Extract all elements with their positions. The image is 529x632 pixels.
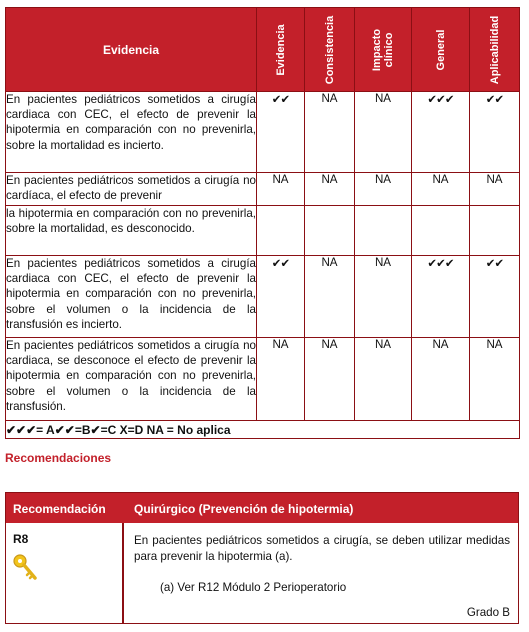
cell-value: NA xyxy=(355,92,412,173)
cell-value: NA xyxy=(355,173,412,206)
cell-value: ✔✔ xyxy=(257,92,305,173)
cell-value: NA xyxy=(412,338,470,421)
header-col-impacto: Impacto clínico xyxy=(371,28,395,71)
legend-row xyxy=(6,421,520,439)
cell-value: NA xyxy=(305,256,355,338)
cell-value: ✔✔ xyxy=(470,256,520,338)
recommendation-note: (a) Ver R12 Módulo 2 Perioperatorio xyxy=(160,581,347,594)
table-row xyxy=(6,256,520,338)
recommendation-grade: Grado B xyxy=(466,606,510,619)
recommendation-body xyxy=(6,523,518,623)
cell-value xyxy=(257,206,305,256)
recommendation-category: Quirúrgico (Prevención de hipotermia) xyxy=(134,502,354,516)
cell-value: ✔✔ xyxy=(470,92,520,173)
table-row xyxy=(6,92,520,173)
cell-value: NA xyxy=(305,92,355,173)
cell-value xyxy=(470,206,520,256)
cell-value: NA xyxy=(470,338,520,421)
cell-value: NA xyxy=(355,338,412,421)
row-text: En pacientes pediátricos sometidos a cirugía no cardíaca, el efecto de prevenir xyxy=(6,173,257,206)
row-text: En pacientes pediátricos sometidos a cirugía no cardiaca, se desconoce el efecto de prevenir la hipotermia en comparación con no prevenirla, sobre el volumen o la incidencia de la transfusión. xyxy=(6,338,257,421)
cell-value: NA xyxy=(305,338,355,421)
recommendation-header-label: Recomendación xyxy=(13,502,106,516)
recommendation-text: En pacientes pediátricos sometidos a cirugía, se deben utilizar medidas para prevenir la hipotermia (a). xyxy=(134,534,510,563)
header-col-consistencia: Consistencia xyxy=(323,15,336,84)
row-text: En pacientes pediátricos sometidos a cirugía cardiaca con CEC, el efecto de prevenir la hipotermia en comparación con no prevenirla, sobre la mortalidad es incierto. xyxy=(6,92,257,173)
table-row xyxy=(6,338,520,421)
cell-value xyxy=(355,206,412,256)
table-row xyxy=(6,206,520,256)
header-col-general: General xyxy=(434,29,447,70)
cell-value: NA xyxy=(355,256,412,338)
header-evidencia: Evidencia xyxy=(6,8,257,92)
cell-value: NA xyxy=(470,173,520,206)
cell-value: ✔✔ xyxy=(257,256,305,338)
cell-value xyxy=(305,206,355,256)
row-text: la hipotermia en comparación con no prevenirla, sobre la mortalidad, es desconocido. xyxy=(6,206,257,256)
table-row xyxy=(6,173,520,206)
cell-value: NA xyxy=(305,173,355,206)
recommendation-header xyxy=(6,493,518,523)
cell-value: NA xyxy=(257,338,305,421)
evidence-table xyxy=(5,7,520,439)
legend: ✔✔✔= A✔✔=B✔=C X=D NA = No aplica xyxy=(6,421,520,439)
row-text: En pacientes pediátricos sometidos a cirugía cardiaca con CEC, el efecto de prevenir la hipotermia en comparación con no prevenirla, sobre el volumen o la incidencia de la transfusión es incierto. xyxy=(6,256,257,338)
header-col-aplicabilidad: Aplicabilidad xyxy=(488,15,501,84)
recommendation-box xyxy=(5,492,519,624)
cell-value: NA xyxy=(257,173,305,206)
key-icon xyxy=(12,553,38,588)
header-col-evidencia: Evidencia xyxy=(274,23,287,76)
cell-value: NA xyxy=(412,173,470,206)
cell-value: ✔✔✔ xyxy=(412,256,470,338)
cell-value xyxy=(412,206,470,256)
cell-value: ✔✔✔ xyxy=(412,92,470,173)
recommendation-id: R8 xyxy=(13,532,29,546)
recommendations-title: Recomendaciones xyxy=(5,451,112,465)
